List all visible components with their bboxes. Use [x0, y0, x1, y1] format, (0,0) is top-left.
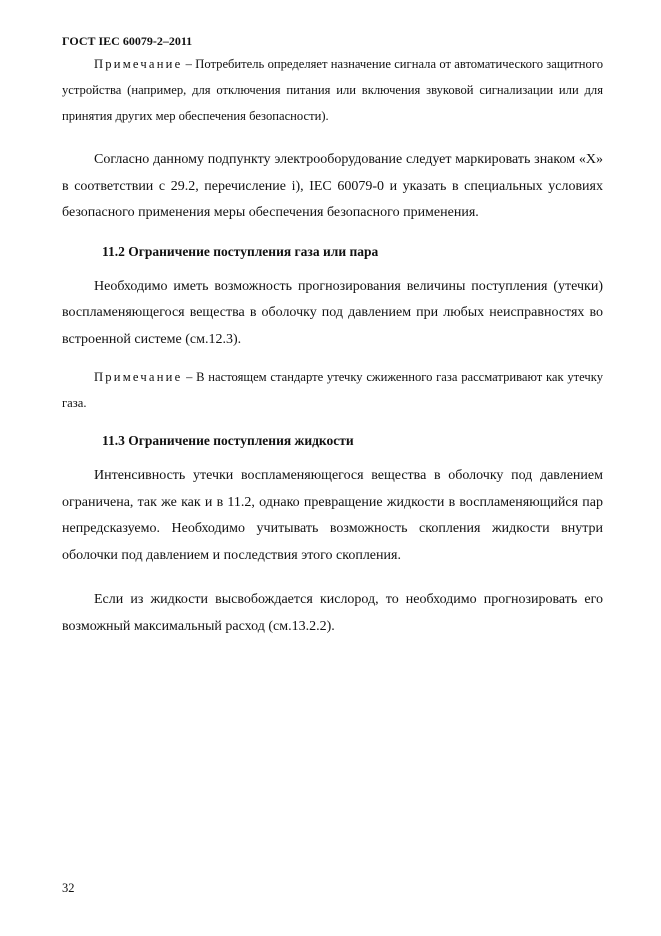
note-consumer-signal	[62, 51, 603, 129]
note-label: Примечание	[94, 370, 183, 384]
note-text: – Потребитель определяет назначение сигнала от автоматического защитного устройства (например, для отключения питания или включения звуковой сигнализации или для принятия других мер обеспечения безопасности).	[62, 57, 603, 123]
paragraph-marking: Согласно данному подпункту электрооборудование следует маркировать знаком «X» в соответствии с 29.2, перечисление i), IEC 60079-0 и указать в специальных условиях безопасного применения меры обеспечения безопасного применения.	[62, 152, 603, 220]
note-liquefied-gas	[62, 364, 603, 416]
note-label: Примечание	[94, 57, 183, 71]
note-text: – В настоящем стандарте утечку сжиженного газа рассматривают как утечку газа.	[62, 370, 603, 410]
section-heading-11-2: 11.2 Ограничение поступления газа или пара	[102, 243, 379, 259]
document-code-header: ГОСТ IEC 60079-2–2011	[62, 34, 193, 48]
paragraph-leak-forecast: Необходимо иметь возможность прогнозирования величины поступления (утечки) воспламеняющегося вещества в оболочку под давлением при любых неисправностях во встроенной системе (см.12.3).	[62, 278, 603, 347]
page-number: 32	[62, 881, 75, 895]
paragraph-liquid-leak: Интенсивность утечки воспламеняющегося вещества в оболочку под давлением ограничена, так же как и в 11.2, однако превращение жидкости в воспламеняющийся пар непредсказуемо. Необходимо учитывать возможность скопления жидкости внутри оболочки под давлением и последствия этого скопления.	[62, 468, 603, 563]
paragraph-oxygen-release: Если из жидкости высвобождается кислород, то необходимо прогнозировать его возможный максимальный расход (см.13.2.2).	[62, 592, 603, 634]
section-heading-11-3: 11.3 Ограничение поступления жидкости	[102, 433, 354, 448]
